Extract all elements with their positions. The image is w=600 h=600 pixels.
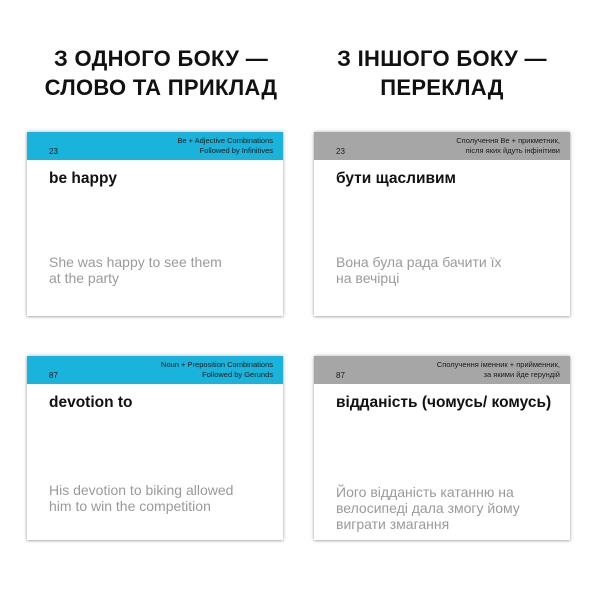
card-word: devotion to	[49, 394, 133, 411]
card-example-line2: him to win the competition	[49, 498, 211, 514]
card-example-line1: His devotion to biking allowed	[49, 482, 234, 498]
card-number: 23	[336, 147, 345, 156]
card-number: 87	[49, 371, 58, 380]
card-header	[27, 356, 283, 384]
heading-back-side	[292, 44, 592, 102]
card-example-line1: Його відданість катанню на	[336, 484, 514, 500]
card-example	[336, 254, 568, 286]
card-header	[314, 356, 570, 384]
heading-back-line1: З ІНШОГО БОКУ —	[337, 46, 547, 71]
card-category	[177, 136, 273, 156]
card-word: бути щасливим	[336, 170, 457, 187]
flashcard-back-devotion-to	[314, 356, 570, 540]
card-header	[314, 132, 570, 160]
card-category	[161, 360, 273, 380]
card-example-line2: at the party	[49, 270, 120, 286]
flashcard-front-be-happy	[27, 132, 283, 316]
card-category-line2: Followed by Gerunds	[202, 370, 273, 379]
heading-back-line2: ПЕРЕКЛАД	[380, 75, 504, 100]
flashcard-back-be-happy	[314, 132, 570, 316]
card-category	[456, 136, 560, 156]
card-category-line1: Be + Adjective Combinations	[177, 136, 273, 145]
card-example-line2: велосипеді дала змогу йому	[336, 500, 520, 516]
heading-front-side	[11, 44, 311, 102]
flashcard-front-devotion-to	[27, 356, 283, 540]
card-example	[336, 484, 568, 532]
card-category-line1: Сполучення іменник + прийменник,	[436, 360, 560, 369]
card-number: 23	[49, 147, 58, 156]
card-category-line1: Сполучення Be + прикметник,	[456, 136, 560, 145]
card-word: відданість (чомусь/ комусь)	[336, 394, 552, 411]
card-example-line2: на вечірці	[336, 270, 400, 286]
card-category	[437, 360, 560, 380]
card-example-line1: Вона була рада бачити їх	[336, 254, 502, 270]
card-category-line2: після яких йдуть інфінітиви	[465, 146, 560, 155]
card-category-line2: Followed by Infinitives	[199, 146, 273, 155]
card-example	[49, 482, 281, 514]
card-word: be happy	[49, 170, 118, 187]
card-category-line2: за якими йде герундій	[483, 370, 560, 379]
card-example-line1: She was happy to see them	[49, 254, 222, 270]
card-example-line3: виграти змагання	[336, 516, 450, 532]
card-example	[49, 254, 281, 286]
card-header	[27, 132, 283, 160]
card-number: 87	[336, 371, 345, 380]
card-category-line1: Noun + Preposition Combinations	[161, 360, 273, 369]
heading-front-line2: СЛОВО ТА ПРИКЛАД	[44, 75, 278, 100]
heading-front-line1: З ОДНОГО БОКУ —	[54, 46, 268, 71]
